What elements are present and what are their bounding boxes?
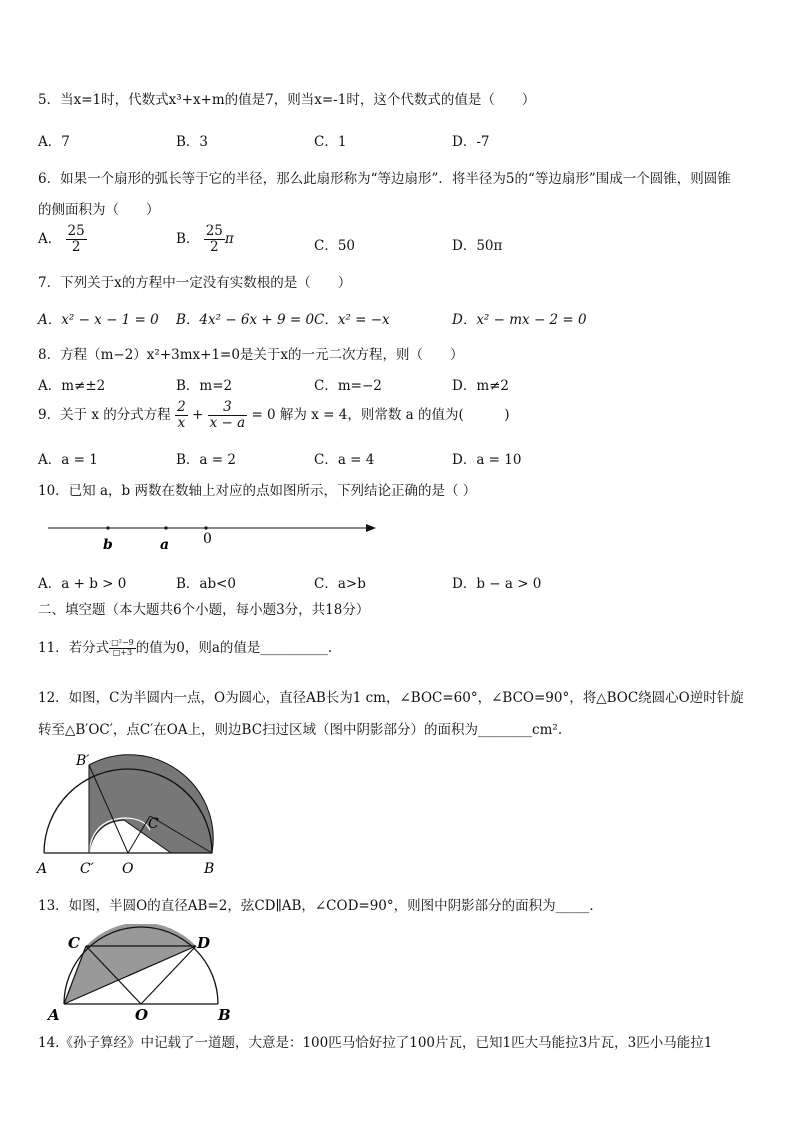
q9-stem-pre: 9．关于 x 的分式方程 bbox=[38, 406, 171, 423]
q10-option-c: C．a>b bbox=[314, 576, 366, 592]
q11-stem bbox=[38, 636, 332, 658]
label-c: C bbox=[148, 816, 159, 832]
fraction-denominator: 2 bbox=[71, 238, 81, 255]
fraction-denominator: □+3 bbox=[112, 648, 133, 657]
plus-sign: + bbox=[191, 406, 204, 423]
q12-stem-line1: 12．如图，C为半圆内一点，O为圆心，直径AB长为1 cm，∠BOC=60°，∠BCO=90°，将△BOC绕圆心O逆时针旋 bbox=[38, 690, 744, 706]
label-zero: 0 bbox=[203, 531, 212, 547]
q13-stem: 13．如图，半圆O的直径AB=2，弦CD∥AB，∠COD=90°，则图中阴影部分的面积为_____． bbox=[38, 898, 603, 914]
q10-stem: 10．已知 a，b 两数在数轴上对应的点如图所示，下列结论正确的是（ ） bbox=[38, 483, 477, 499]
q9-option-d: D．a = 10 bbox=[452, 452, 522, 468]
q6-option-b-label: B． bbox=[176, 230, 200, 247]
point-zero bbox=[204, 526, 207, 529]
number-line-diagram bbox=[40, 515, 385, 555]
q8-stem: 8．方程（m−2）x²+3mx+1=0是关于x的一元二次方程，则（ ） bbox=[38, 347, 464, 363]
q12-stem-line2: 转至△B′OC′，点C′在OA上，则边BC扫过区域（图中阴影部分）的面积为________cm². bbox=[38, 722, 563, 738]
fraction-denominator: 2 bbox=[210, 238, 219, 255]
label-b: B bbox=[218, 1006, 231, 1024]
q6-option-a-fraction bbox=[66, 224, 87, 255]
q9-option-a: A．a = 1 bbox=[38, 452, 98, 468]
label-b-prime: B′ bbox=[76, 753, 90, 769]
label-b: B bbox=[204, 861, 215, 877]
q11-fraction bbox=[109, 639, 136, 658]
section-heading-fill-in: 二、填空题（本大题共6个小题，每小题3分，共18分） bbox=[38, 602, 370, 618]
q9-option-b: B．a = 2 bbox=[176, 452, 236, 468]
q14-stem: 14.《孙子算经》中记载了一道题，大意是：100匹马恰好拉了100片瓦，已知1匹大马能拉3片瓦，3匹小马能拉1 bbox=[38, 1035, 713, 1051]
q6-stem-line1: 6．如果一个扇形的弧长等于它的半径，那么此扇形称为“等边扇形”．将半径为5的“等边扇形”围成一个圆锥，则圆锥 bbox=[38, 171, 731, 187]
fraction-numerator: 2 bbox=[177, 399, 186, 415]
label-a: a bbox=[160, 537, 170, 553]
q7-option-c: C．x² = −x bbox=[314, 312, 390, 328]
fraction-numerator: 25 bbox=[67, 223, 85, 239]
fraction-denominator: x − a bbox=[209, 414, 246, 431]
q10-option-a: A．a + b > 0 bbox=[38, 576, 127, 592]
q6-option-b bbox=[176, 224, 234, 255]
q5-option-a: A．7 bbox=[38, 134, 70, 150]
q5-option-d: D．-7 bbox=[452, 134, 490, 150]
pi-symbol: π bbox=[224, 230, 234, 247]
q11-stem-post: 的值为0，则a的值是__________. bbox=[135, 640, 333, 656]
label-c-prime: C′ bbox=[80, 861, 94, 877]
label-d: D bbox=[197, 934, 211, 952]
arrow-head-icon bbox=[366, 524, 376, 532]
q11-stem-pre: 11．若分式 bbox=[38, 640, 110, 656]
label-c: C bbox=[68, 934, 80, 952]
q9-fraction-2 bbox=[208, 400, 248, 431]
point-b bbox=[106, 526, 109, 529]
q8-option-c: C．m=−2 bbox=[314, 378, 382, 394]
fraction-numerator: 25 bbox=[205, 223, 223, 239]
q5-option-c: C．1 bbox=[314, 134, 347, 150]
q7-option-d: D．x² − mx − 2 = 0 bbox=[452, 312, 587, 328]
fraction-numerator: □²−9 bbox=[111, 638, 134, 648]
label-o: O bbox=[122, 861, 134, 877]
q8-option-b: B．m=2 bbox=[176, 378, 233, 394]
q5-stem: 5．当x=1时，代数式x³+x+m的值是7，则当x=-1时，这个代数式的值是（ ） bbox=[38, 92, 536, 108]
label-a: A bbox=[48, 1006, 60, 1024]
q9-fraction-1 bbox=[175, 400, 188, 431]
q6-option-d: D．50π bbox=[452, 238, 503, 254]
q10-option-b: B．ab<0 bbox=[176, 576, 237, 592]
shaded-sweep-region bbox=[89, 755, 213, 853]
q5-option-b: B．3 bbox=[176, 134, 209, 150]
q6-stem-line2: 的侧面积为（ ） bbox=[38, 202, 160, 218]
q6-option-c: C．50 bbox=[314, 238, 356, 254]
q9-stem-post: = 0 解为 x = 4，则常数 a 的值为( ) bbox=[251, 406, 510, 423]
q9-option-c: C．a = 4 bbox=[314, 452, 375, 468]
q8-option-d: D．m≠2 bbox=[452, 378, 510, 394]
label-a: A bbox=[37, 861, 48, 877]
q9-stem bbox=[38, 400, 510, 431]
q10-option-d: D．b − a > 0 bbox=[452, 576, 542, 592]
q7-option-a: A．x² − x − 1 = 0 bbox=[38, 312, 159, 328]
q13-semicircle-diagram bbox=[34, 924, 234, 1024]
q6-option-a bbox=[38, 224, 87, 255]
q6-option-b-fraction bbox=[204, 224, 225, 255]
q12-semicircle-diagram bbox=[34, 750, 234, 880]
fraction-denominator: x bbox=[177, 414, 186, 431]
point-a bbox=[164, 526, 167, 529]
fraction-numerator: 3 bbox=[208, 400, 248, 416]
label-o: O bbox=[135, 1006, 149, 1024]
q7-stem: 7．下列关于x的方程中一定没有实数根的是（ ） bbox=[38, 275, 352, 291]
q6-option-a-label: A． bbox=[38, 230, 62, 247]
q8-option-a: A．m≠±2 bbox=[38, 378, 106, 394]
q7-option-b: B．4x² − 6x + 9 = 0 bbox=[176, 312, 315, 328]
label-b: b bbox=[103, 537, 113, 553]
